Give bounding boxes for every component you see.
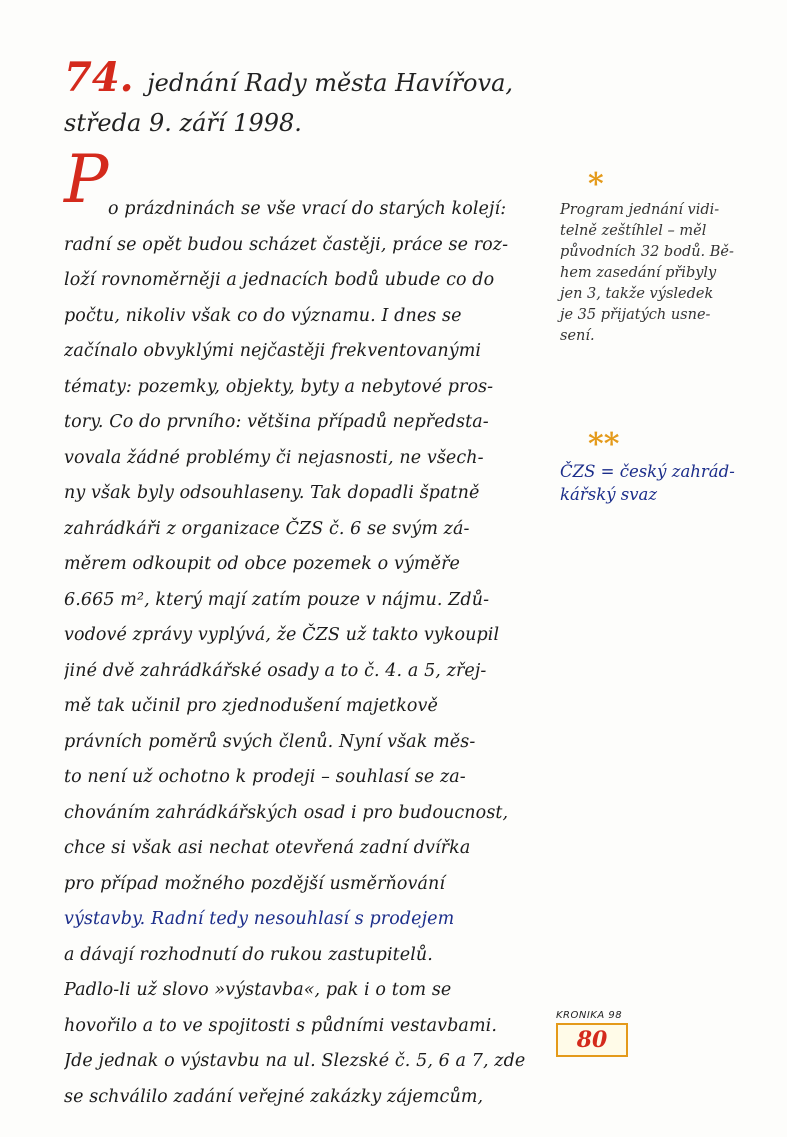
text-line: vovala žádné problémy či nejasnosti, ne všech- [64, 447, 484, 468]
text-line: právních poměrů svých členů. Nyní však měs- [64, 731, 476, 752]
text-lines [64, 192, 546, 1115]
text-line: se schválilo zadání veřejné zakázky zájemcům, [64, 1086, 484, 1107]
text-line: radní se opět budou scházet častěji, práce se roz- [64, 234, 509, 255]
text-line: Jde jednak o výstavbu na ul. Slezské č. 5, 6 a 7, zde [64, 1051, 526, 1071]
page-number: 80 [556, 1023, 628, 1057]
text-line: mě tak učinil pro zjednodušení majetkově [64, 696, 438, 716]
note-line: ČZS = český zahrád- [560, 462, 735, 481]
chronicle-label: KRONIKA 98 [556, 1010, 623, 1021]
meeting-number: 74. [64, 54, 134, 101]
text-line: začínalo obvyklými nejčastěji frekventovanými [64, 341, 482, 361]
text-line: počtu, nikoliv však co do významu. I dnes se [64, 305, 462, 326]
note-line: původních 32 bodů. Bě- [560, 244, 734, 260]
text-line: to není už ochotno k prodeji – souhlasí se za- [64, 767, 466, 787]
text-line: měrem odkoupit od obce pozemek o výměře [64, 554, 461, 574]
text-line: o prázdninách se vše vrací do starých kolejí: [108, 199, 507, 219]
text-line: tématy: pozemky, objekty, byty a nebytové pros- [64, 376, 494, 397]
note-line: hem zasedání přibyly [560, 265, 717, 281]
note-line: telně zeštíhlel – měl [560, 223, 707, 239]
heading-line-2: středa 9. září 1998. [64, 109, 302, 137]
note-line: Program jednání vidi- [560, 202, 720, 218]
text-line: 6.665 m², který mají zatím pouze v nájmu. Zdů- [64, 589, 490, 610]
page-heading [64, 54, 534, 143]
note-line: kářský svaz [560, 485, 658, 504]
note-line: jen 3, takže výsledek [560, 286, 714, 302]
text-line: ny však byly odsouhlaseny. Tak dopadli špatně [64, 483, 480, 503]
text-line: výstavby. Radní tedy nesouhlasí s prodejem [64, 909, 455, 929]
asterisk-marker: * [588, 167, 604, 202]
drop-cap: P [64, 141, 109, 218]
text-line: loží rovnoměrněji a jednacích bodů ubude co do [64, 270, 495, 290]
text-line: chováním zahrádkářských osad i pro budoucnost, [64, 802, 509, 823]
text-line: Padlo-li už slovo »výstavba«, pak i o tom se [64, 980, 452, 1000]
text-line: tory. Co do prvního: většina případů nepředsta- [64, 412, 489, 432]
text-line: pro případ možného pozdější usměrňování [64, 873, 446, 894]
text-line: a dávají rozhodnutí do rukou zastupitelů. [64, 944, 433, 965]
text-line: jiné dvě zahrádkářské osady a to č. 4. a 5, zřej- [64, 660, 487, 681]
page-stamp [556, 1010, 636, 1057]
heading-line-1: jednání Rady města Havířova, [147, 69, 513, 97]
text-line: hovořilo a to ve spojitosti s půdními vestavbami. [64, 1015, 498, 1036]
margin-note-czs [560, 427, 760, 506]
text-line: chce si však asi nechat otevřená zadní dvířka [64, 838, 471, 858]
note-line: je 35 přijatých usne- [560, 307, 711, 323]
text-line: vodové zprávy vyplývá, že ČZS už takto vykoupil [64, 625, 500, 645]
text-line: zahrádkáři z organizace ČZS č. 6 se svým zá- [64, 518, 470, 539]
margin-note-program [560, 167, 760, 347]
note-line: sení. [560, 328, 595, 344]
double-asterisk-marker: ** [588, 427, 620, 462]
